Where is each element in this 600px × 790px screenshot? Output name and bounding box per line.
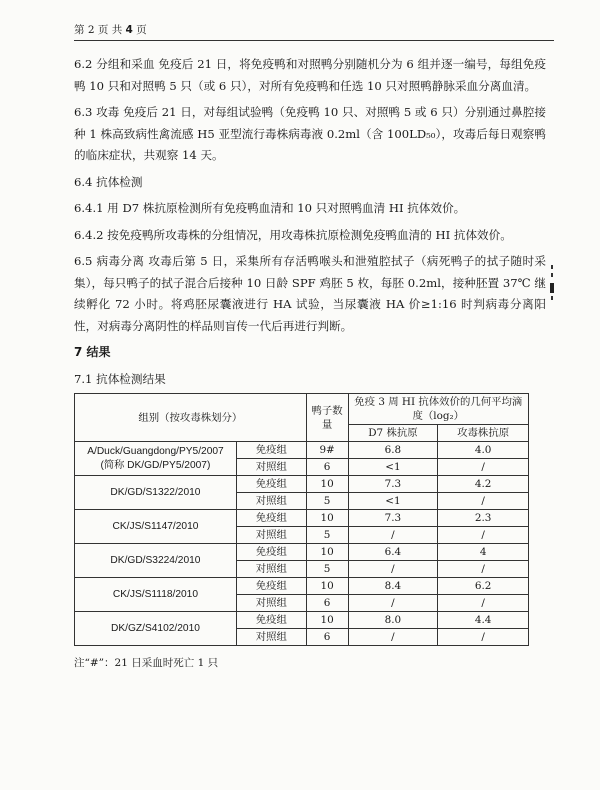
- d7-titer: /: [348, 561, 438, 578]
- strain-name: CK/JS/S1118/2010: [75, 578, 237, 612]
- group-label: 对照组: [236, 595, 306, 612]
- duck-count: 10: [306, 612, 348, 629]
- group-label: 对照组: [236, 493, 306, 510]
- page-header: [74, 22, 554, 41]
- section-6-3: 6.3 攻毒 免疫后 21 日，对每组试验鸭（免疫鸭 10 只、对照鸭 5 或 6 只）分别通过鼻腔接种 1 株高致病性禽流感 H5 亚型流行毒株病毒液 0.2ml（含 100LD₅₀），攻毒后每日观察鸭的临床症状，共观察 14 天。: [74, 105, 546, 162]
- group-label: 免疫组: [236, 510, 306, 527]
- strain-line-2: (简称 DK/GD/PY5/2007): [100, 459, 211, 471]
- binding-mark-icon: [548, 265, 556, 301]
- challenge-titer: /: [438, 595, 529, 612]
- duck-count: 9#: [306, 442, 348, 459]
- strain-line-1: A/Duck/Guangdong/PY5/2007: [87, 445, 224, 457]
- strain-name: [75, 442, 237, 476]
- duck-count: 10: [306, 578, 348, 595]
- group-label: 对照组: [236, 629, 306, 646]
- challenge-titer: /: [438, 493, 529, 510]
- group-label: 对照组: [236, 561, 306, 578]
- d7-titer: 6.4: [348, 544, 438, 561]
- d7-titer: 7.3: [348, 476, 438, 493]
- strain-name: DK/GD/S3224/2010: [75, 544, 237, 578]
- challenge-titer: /: [438, 629, 529, 646]
- header-group: 组别（按攻毒株划分）: [75, 394, 307, 442]
- header-count: 鸭子数量: [306, 394, 348, 442]
- section-6-5: 6.5 病毒分离 攻毒后第 5 日，采集所有存活鸭喉头和泄殖腔拭子（病死鸭子的拭子随时采集），每只鸭子的拭子混合后接种 10 日龄 SPF 鸡胚 5 枚，每胚 0.2ml，接种胚置 37℃ 继续孵化 72 小时。将鸡胚尿囊液进行 HA 试验，当尿囊液 HA 价≥1:16 时判病毒分离阳性，对病毒分离阴性的样品则盲传一代后再进行判断。: [74, 254, 546, 333]
- d7-titer: /: [348, 629, 438, 646]
- page-prefix: 第 2 页 共: [74, 24, 123, 36]
- group-label: 对照组: [236, 459, 306, 476]
- section-6-4: 6.4 抗体检测: [74, 174, 143, 189]
- challenge-titer: 4.2: [438, 476, 529, 493]
- duck-count: 5: [306, 561, 348, 578]
- page-total: 4: [125, 24, 133, 36]
- duck-count: 6: [306, 459, 348, 476]
- group-label: 免疫组: [236, 476, 306, 493]
- challenge-titer: 6.2: [438, 578, 529, 595]
- header-titer: 免疫 3 周 HI 抗体效价的几何平均滴度（log₂）: [348, 394, 528, 425]
- duck-count: 5: [306, 493, 348, 510]
- challenge-titer: 2.3: [438, 510, 529, 527]
- page-suffix: 页: [136, 24, 147, 36]
- challenge-titer: /: [438, 527, 529, 544]
- duck-count: 10: [306, 476, 348, 493]
- challenge-titer: /: [438, 561, 529, 578]
- section-6-4-2: 6.4.2 按免疫鸭所攻毒株的分组情况，用攻毒株抗原检测免疫鸭血清的 HI 抗体效价。: [74, 227, 512, 242]
- header-d7: D7 株抗原: [348, 425, 438, 442]
- strain-name: CK/JS/S1147/2010: [75, 510, 237, 544]
- group-label: 免疫组: [236, 578, 306, 595]
- challenge-titer: /: [438, 459, 529, 476]
- table-footnote: 注“#”：21 日采血时死亡 1 只: [74, 657, 219, 669]
- group-label: 免疫组: [236, 544, 306, 561]
- duck-count: 5: [306, 527, 348, 544]
- d7-titer: <1: [348, 493, 438, 510]
- challenge-titer: 4.0: [438, 442, 529, 459]
- section-6-2: 6.2 分组和采血 免疫后 21 日，将免疫鸭和对照鸭分别随机分为 6 组并逐一编号，每组免疫鸭 10 只和对照鸭 5 只（或 6 只），对所有免疫鸭和任选 10 只对照鸭静脉采血分离血清。: [74, 57, 546, 93]
- strain-name: DK/GZ/S4102/2010: [75, 612, 237, 646]
- d7-titer: 7.3: [348, 510, 438, 527]
- d7-titer: <1: [348, 459, 438, 476]
- duck-count: 10: [306, 510, 348, 527]
- header-challenge: 攻毒株抗原: [438, 425, 529, 442]
- section-6-4-1: 6.4.1 用 D7 株抗原检测所有免疫鸭血清和 10 只对照鸭血清 HI 抗体效价。: [74, 201, 466, 215]
- d7-titer: /: [348, 595, 438, 612]
- group-label: 免疫组: [236, 442, 306, 459]
- d7-titer: 8.4: [348, 578, 438, 595]
- challenge-titer: 4: [438, 544, 529, 561]
- d7-titer: /: [348, 527, 438, 544]
- group-label: 对照组: [236, 527, 306, 544]
- group-label: 免疫组: [236, 612, 306, 629]
- d7-titer: 8.0: [348, 612, 438, 629]
- section-7-heading: 7 结果: [74, 345, 111, 359]
- document-body: [74, 54, 546, 646]
- duck-count: 6: [306, 595, 348, 612]
- duck-count: 6: [306, 629, 348, 646]
- table-caption: 7.1 抗体检测结果: [74, 371, 166, 386]
- strain-name: DK/GD/S1322/2010: [75, 476, 237, 510]
- challenge-titer: 4.4: [438, 612, 529, 629]
- duck-count: 10: [306, 544, 348, 561]
- d7-titer: 6.8: [348, 442, 438, 459]
- results-table: [74, 393, 529, 646]
